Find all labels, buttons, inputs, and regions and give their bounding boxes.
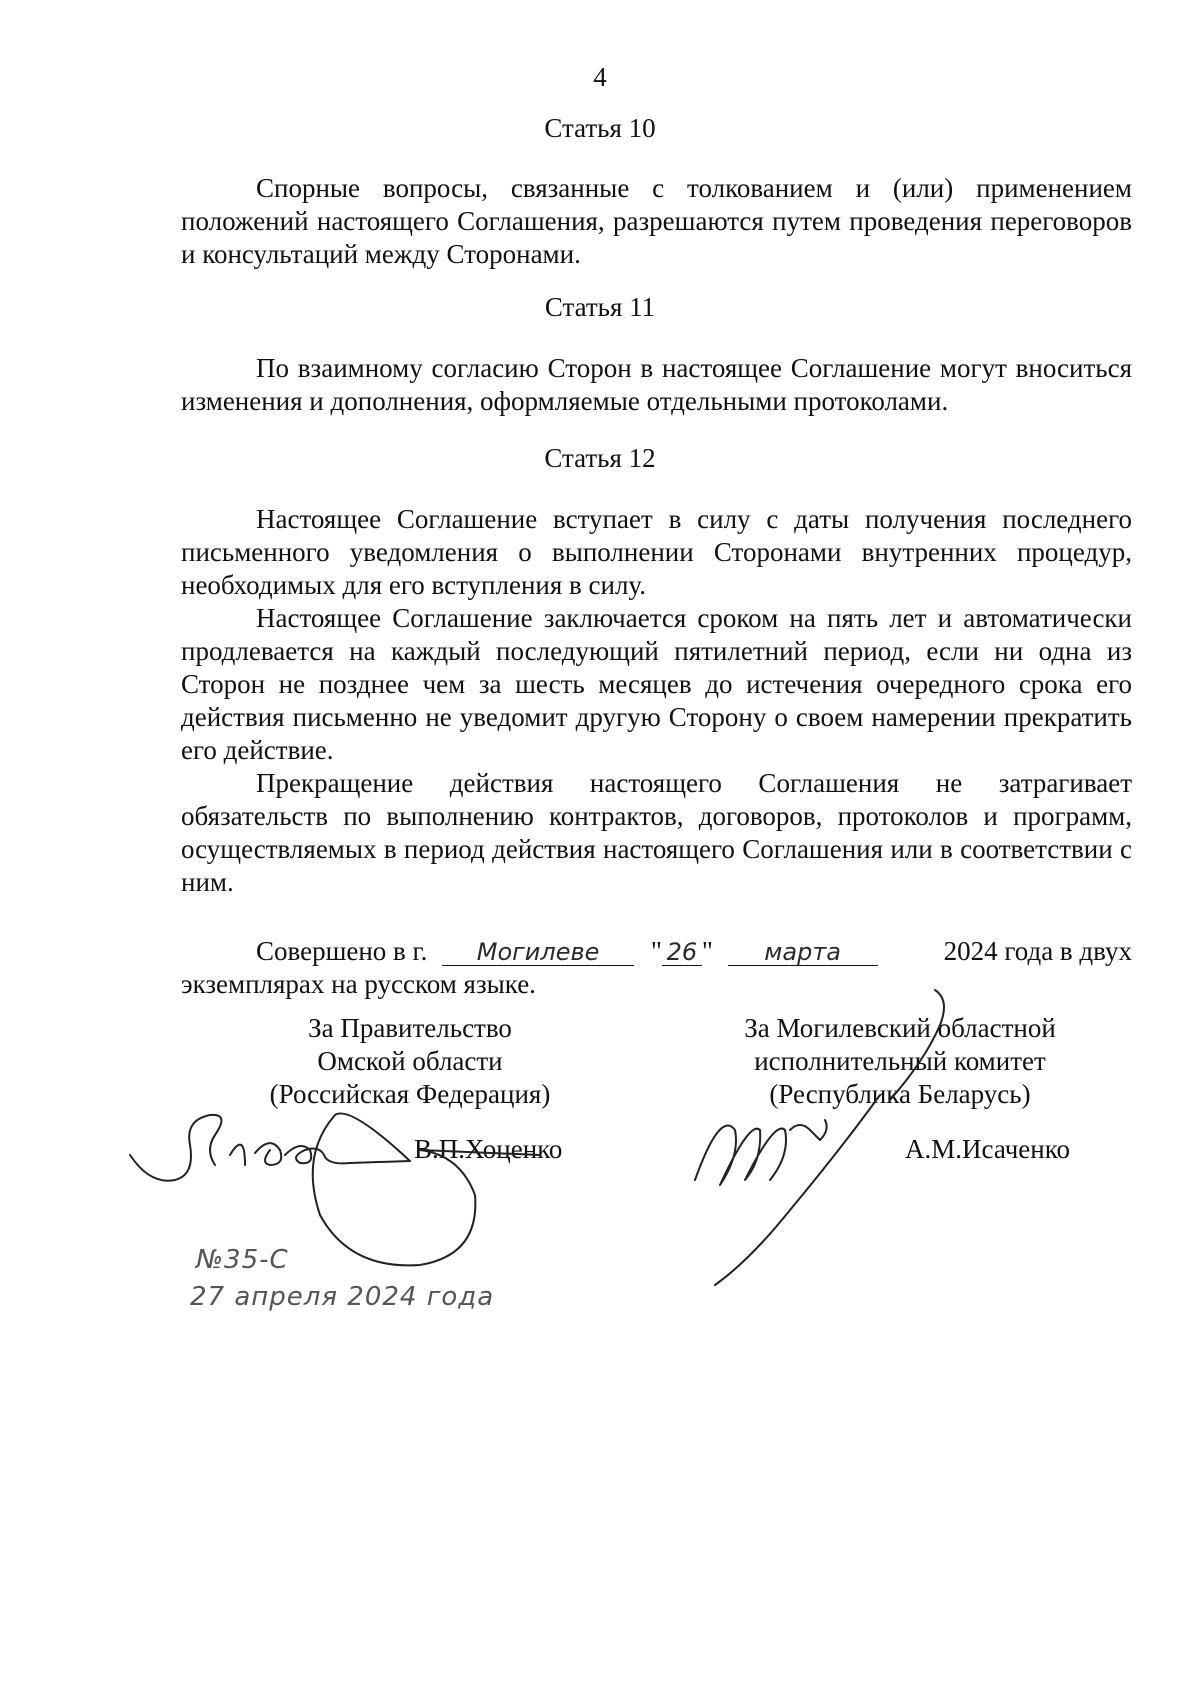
day-field xyxy=(662,935,702,966)
article-11-body xyxy=(181,352,1132,418)
registration-number: №35-С xyxy=(196,1245,289,1275)
article-10-body xyxy=(181,172,1132,271)
article-11-heading: Статья 11 xyxy=(544,292,656,322)
registration-date: 27 апреля 2024 года xyxy=(190,1282,495,1312)
day-handwritten: 26 xyxy=(666,938,698,966)
paragraph: Прекращение действия настоящего Соглашения не затрагивает обязательств по выполнению контрактов, договоров, протоколов и программ, осуществляемых в период действия настоящего Соглашения или в соответствии с ним. xyxy=(181,768,1132,897)
month-field xyxy=(728,935,878,966)
signing-second-line: экземплярах на русском языке. xyxy=(181,969,536,999)
left-signatory-name: В.П.Хоценко xyxy=(414,1134,563,1164)
left-signatory-line: (Российская Федерация) xyxy=(269,1079,551,1109)
left-signatory-line: За Правительство xyxy=(308,1013,512,1043)
paragraph: По взаимному согласию Сторон в настоящее Соглашение могут вноситься изменения и дополнения, оформляемые отдельными протоколами. xyxy=(181,353,1132,416)
month-handwritten: марта xyxy=(764,938,842,966)
paragraph: Настоящее Соглашение вступает в силу с даты получения последнего письменного уведомления о выполнении Сторонами внутренних процедур, необходимых для его вступления в силу. xyxy=(181,504,1132,600)
paragraph: Настоящее Соглашение заключается сроком на пять лет и автоматически продлевается на каждый последующий пятилетний период, если ни одна из Сторон не позднее чем за шесть месяцев до истечения очередного срока его действия письменно не уведомит другую Сторону о своем намерении прекратить его действие. xyxy=(181,603,1132,765)
right-signatory-line: (Республика Беларусь) xyxy=(769,1079,1031,1109)
article-12-heading: Статья 12 xyxy=(544,443,656,473)
quote-open: " xyxy=(650,936,662,966)
city-handwritten: Могилеве xyxy=(476,938,600,966)
page-number: 4 xyxy=(593,62,607,92)
right-signatory-line: исполнительный комитет xyxy=(754,1046,1046,1076)
signing-year: 2024 года в двух xyxy=(943,936,1132,966)
left-signatory-line: Омской области xyxy=(317,1046,503,1076)
right-signatory-line: За Могилевский областной xyxy=(744,1013,1056,1043)
article-10-heading: Статья 10 xyxy=(544,113,656,143)
city-field xyxy=(442,935,634,966)
article-12-body xyxy=(181,503,1132,899)
signing-line xyxy=(181,935,1132,968)
right-signature-image xyxy=(680,980,970,1300)
paragraph: Спорные вопросы, связанные с толкованием и (или) применением положений настоящего Соглашения, разрешаются путем проведения переговоров и консультаций между Сторонами. xyxy=(181,173,1132,269)
right-signatory-name: А.М.Исаченко xyxy=(905,1134,1070,1164)
signing-prefix: Совершено в г. xyxy=(256,936,428,966)
quote-close: " xyxy=(701,936,713,966)
